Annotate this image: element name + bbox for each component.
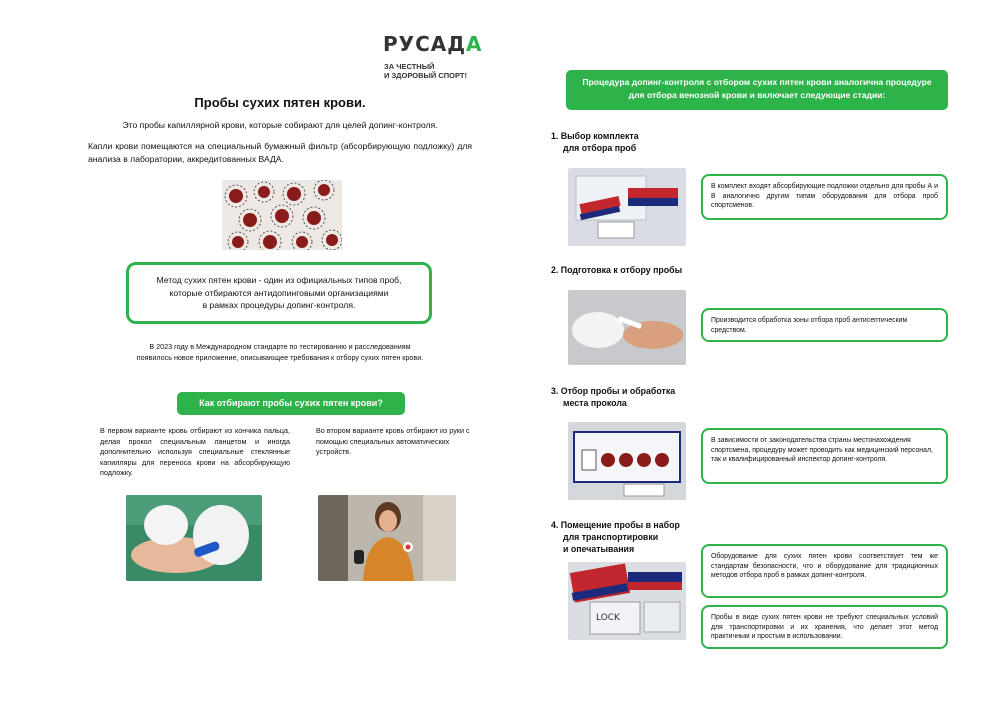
stage-2-title	[551, 264, 751, 276]
standard-line2: появилось новое приложение, описывающее требования к отбору сухих пятен крови.	[136, 352, 424, 362]
method-line2: которые отбираются антидопинговыми организациями	[169, 287, 389, 298]
logo-tagline	[384, 62, 467, 80]
logo-name-accent: А	[466, 32, 483, 56]
tagline-line1: ЗА ЧЕСТНЫЙ	[384, 62, 435, 71]
intro-text: Это пробы капиллярной крови, которые собирают для целей допинг-контроля.	[122, 120, 438, 130]
stage-2-title-line1: 2. Подготовка к отбору пробы	[551, 265, 683, 275]
finger-prick-photo	[126, 495, 262, 581]
stage-4-title-line1: 4. Помещение пробы в набор	[551, 520, 680, 530]
stage-3-title-line1: 3. Отбор пробы и обработка	[551, 386, 676, 396]
filter-text: Капли крови помещаются на специальный бумажный фильтр (абсорбирующую подложку) для анализа в лаборатории, аккредитованных ВАДА.	[88, 141, 472, 164]
stage-4-photo	[568, 562, 686, 640]
stage-1-photo	[568, 168, 686, 246]
stage-2-photo	[568, 290, 686, 365]
tagline-line2: И ЗДОРОВЫЙ СПОРТ!	[384, 71, 467, 80]
procedure-header: Процедура допинг-контроля с отбором сухих пятен крови аналогична процедуре для отбора венозной крови и включает следующие стадии:	[566, 70, 948, 110]
stage-3-title	[551, 385, 711, 409]
stage-4-title-line3: и опечатывания	[563, 544, 635, 554]
stage-1-title	[551, 130, 711, 154]
stage-3-photo	[568, 422, 686, 500]
method-line3: в рамках процедуры допинг-контроля.	[202, 300, 356, 310]
stage-4-title	[551, 519, 711, 555]
stage-1-note: В комплект входят абсорбирующие подложки отдельно для пробы А и В аналогично другим типам оборудования для отбора проб спортсменов.	[701, 174, 948, 220]
rusada-logo	[383, 32, 483, 56]
logo-name-main: РУСАД	[383, 32, 467, 56]
stage-2-note: Производится обработка зоны отбора проб антисептическим средством.	[701, 308, 948, 342]
blood-spots-photo	[222, 180, 342, 250]
logo-name	[383, 32, 483, 56]
method-box	[126, 262, 432, 324]
variant2-text: Во втором варианте кровь отбирают из руки с помощью специальных автоматических устройств.	[316, 426, 470, 456]
svg-text:LOCK: LOCK	[596, 613, 620, 623]
stage-3-note: В зависимости от законодательства страны местонахождения спортсмена, процедуру может проводить как медицинский персонал, так и квалифицированный инспектор допинг-контроля.	[701, 428, 948, 484]
stage-1-title-line2: для отбора проб	[563, 143, 637, 153]
page-title: Пробы сухих пятен крови.	[194, 95, 366, 110]
method-line1: Метод сухих пятен крови - один из официальных типов проб,	[156, 275, 402, 285]
stage-3-title-line2: места прокола	[563, 398, 627, 408]
standard-line1: В 2023 году в Международном стандарте по тестированию и расследованиям	[149, 342, 411, 351]
stage-4-note: Оборудование для сухих пятен крови соответствует тем же стандартам безопасности, что и оборудование для традиционных методов отбора проб в рамках допинг-контроля.	[701, 544, 948, 598]
automatic-device-photo	[318, 495, 456, 581]
how-title: Как отбирают пробы сухих пятен крови?	[177, 392, 405, 415]
transport-note: Пробы в виде сухих пятен крови не требуют специальных условий для транспортировки и их хранения, что делает этот метод практичным и простым в использовании.	[701, 605, 948, 649]
variant1-text: В первом варианте кровь отбирают из кончика пальца, делая прокол специальным ланцетом и иногда дополнительно используя специальные стеклянные капилляры для переноса крови на абсорбирующую подложку.	[100, 426, 290, 477]
standard-text	[80, 342, 480, 363]
stage-4-title-line2: для транспортировки	[563, 532, 659, 542]
stage-1-title-line1: 1. Выбор комплекта	[551, 131, 639, 141]
